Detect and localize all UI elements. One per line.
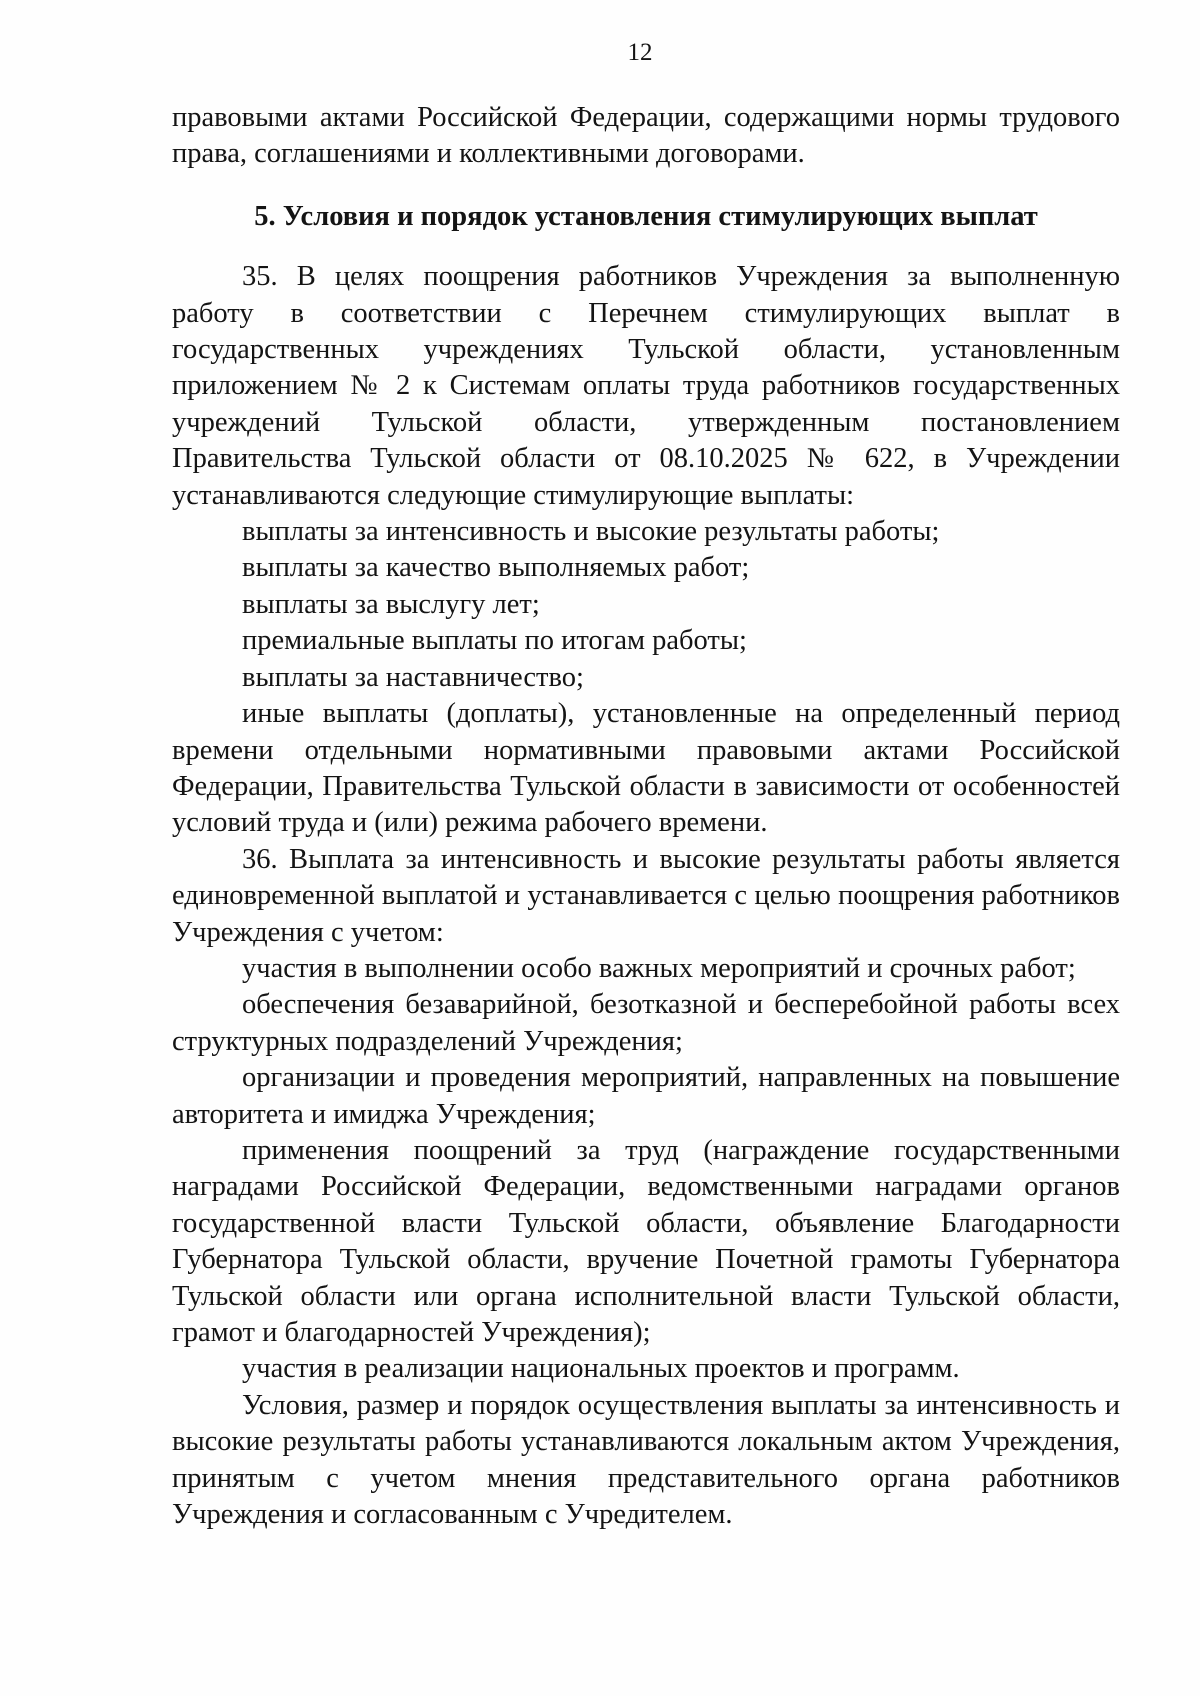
list-item: иные выплаты (доплаты), установленные на определенный период времени отдельными нормативными правовыми актами Российской Федерации, Правительства Тульской области в зависимости от особенностей условий труда и (или) режима рабочего времени. <box>172 698 1120 839</box>
section-heading: 5. Условия и порядок установления стимулирующих выплат <box>254 200 1038 232</box>
list-item: выплаты за качество выполняемых работ; <box>242 552 750 584</box>
list-item: применения поощрений за труд (награждение государственными наградами Российской Федерации, ведомственными наградами органов государственной власти Тульской области, объявление Благодарности Губернатора Тульской области, вручение Почетной грамоты Губернатора Тульской области или органа исполнительной власти Тульской области, грамот и благодарностей Учреждения); <box>172 1134 1120 1348</box>
list-item: обеспечения безаварийной, безотказной и бесперебойной работы всех структурных подразделений Учреждения; <box>172 989 1120 1057</box>
list-item: выплаты за интенсивность и высокие результаты работы; <box>242 516 940 548</box>
list-item: выплаты за выслугу лет; <box>242 588 540 620</box>
paragraph-36-final: Условия, размер и порядок осуществления выплаты за интенсивность и высокие результаты работы устанавливаются локальным актом Учреждения, принятым с учетом мнения представительного органа работников Учреждения и согласованным с Учредителем. <box>172 1389 1120 1531</box>
list-item: премиальные выплаты по итогам работы; <box>242 625 747 657</box>
page-number: 12 <box>627 39 653 66</box>
list-item: участия в реализации национальных проектов и программ. <box>242 1353 960 1385</box>
list-item: организации и проведения мероприятий, направленных на повышение авторитета и имиджа Учреждения; <box>172 1062 1120 1130</box>
paragraph-35: 35. В целях поощрения работников Учреждения за выполненную работу в соответствии с Перечнем стимулирующих выплат в государственных учреждениях Тульской области, установленным приложением № 2 к Системам оплаты труда работников государственных учреждений Тульской области, утвержденным постановлением Правительства Тульской области от 08.10.2025 № 622, в Учреждении устанавливаются следующие стимулирующие выплаты: <box>172 261 1120 511</box>
paragraph-continuation: правовыми актами Российской Федерации, содержащими нормы трудового права, соглашениями и коллективными договорами. <box>172 102 1120 170</box>
list-item: выплаты за наставничество; <box>242 661 584 693</box>
list-item: участия в выполнении особо важных мероприятий и срочных работ; <box>242 952 1076 984</box>
paragraph-36: 36. Выплата за интенсивность и высокие результаты работы является единовременной выплатой и устанавливается с целью поощрения работников Учреждения с учетом: <box>172 843 1120 948</box>
page-body <box>172 100 1120 1533</box>
